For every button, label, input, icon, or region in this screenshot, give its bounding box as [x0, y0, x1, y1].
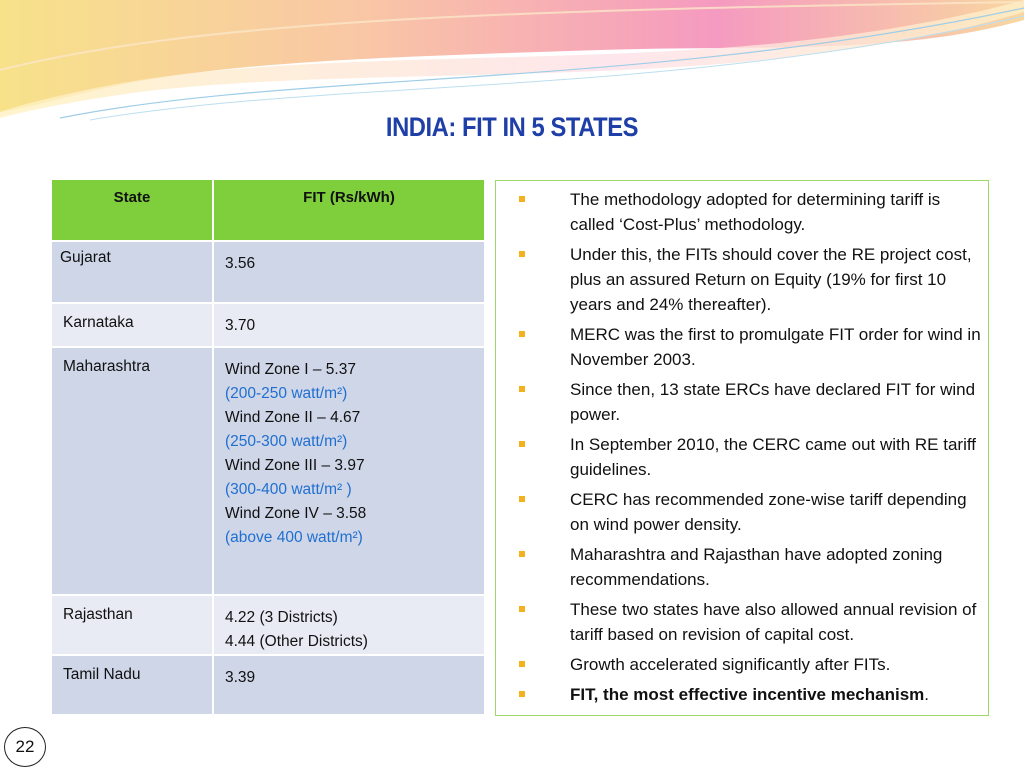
bullet-text: CERC has recommended zone-wise tariff depending on wind power density.	[570, 490, 967, 534]
bullet-marker-icon	[519, 551, 525, 557]
fit-value: 3.70	[225, 317, 256, 334]
fit-table	[50, 178, 486, 716]
state-cell: Karnataka	[52, 304, 212, 346]
list-item	[516, 187, 986, 237]
list-item	[516, 322, 986, 372]
fit-cell	[214, 304, 484, 346]
slide-title: INDIA: FIT IN 5 STATES	[385, 112, 639, 142]
bullet-marker-icon	[519, 691, 525, 697]
bullet-text: Growth accelerated significantly after FITs.	[570, 655, 891, 674]
table-header-row	[52, 180, 484, 240]
header-state: State	[52, 180, 212, 240]
fit-cell	[214, 242, 484, 302]
fit-cell	[214, 596, 484, 654]
table-row	[52, 596, 484, 654]
list-item	[516, 682, 986, 707]
list-item	[516, 432, 986, 482]
fit-value: 4.44 (Other Districts)	[225, 633, 368, 650]
fit-value: (above 400 watt/m²)	[225, 529, 363, 546]
list-item	[516, 377, 986, 427]
fit-value: 3.56	[225, 255, 256, 272]
bullet-suffix: .	[924, 685, 930, 704]
bullet-marker-icon	[519, 251, 525, 257]
bullet-text: MERC was the first to promulgate FIT order for wind in November 2003.	[570, 325, 981, 369]
state-cell: Maharashtra	[52, 348, 212, 594]
table-row	[52, 348, 484, 594]
fit-cell	[214, 656, 484, 714]
bullet-text: These two states have also allowed annual revision of tariff based on revision of capital cost.	[570, 600, 977, 644]
fit-cell	[214, 348, 484, 594]
fit-value: Wind Zone III – 3.97	[225, 457, 365, 474]
header-decoration	[0, 0, 1024, 130]
fit-value: 3.39	[225, 669, 256, 686]
bullet-text: Under this, the FITs should cover the RE project cost, plus an assured Return on Equity (19% for first 10 years and 24% thereafter).	[570, 245, 972, 314]
bullet-text: Since then, 13 state ERCs have declared FIT for wind power.	[570, 380, 976, 424]
list-item	[516, 242, 986, 317]
table-row	[52, 656, 484, 714]
bullet-text-final	[570, 682, 929, 707]
list-item	[516, 487, 986, 537]
state-cell: Tamil Nadu	[52, 656, 212, 714]
fit-value: Wind Zone IV – 3.58	[225, 505, 367, 522]
bullet-marker-icon	[519, 386, 525, 392]
notes-box	[495, 180, 989, 716]
fit-value: (300-400 watt/m² )	[225, 481, 352, 498]
bullet-text: Maharashtra and Rajasthan have adopted zoning recommendations.	[570, 545, 943, 589]
bullet-text: The methodology adopted for determining tariff is called ‘Cost-Plus’ methodology.	[570, 190, 941, 234]
bullet-list	[516, 187, 986, 712]
bullet-text: In September 2010, the CERC came out with RE tariff guidelines.	[570, 435, 976, 479]
state-cell: Rajasthan	[52, 596, 212, 654]
bullet-marker-icon	[519, 496, 525, 502]
bullet-strong-text: FIT, the most effective incentive mechanism	[570, 685, 925, 704]
bullet-marker-icon	[519, 606, 525, 612]
header-fit: FIT (Rs/kWh)	[214, 180, 484, 240]
bullet-marker-icon	[519, 196, 525, 202]
table-row	[52, 242, 484, 302]
bullet-marker-icon	[519, 331, 525, 337]
list-item	[516, 652, 986, 677]
fit-value: Wind Zone II – 4.67	[225, 409, 361, 426]
fit-value: Wind Zone I – 5.37	[225, 361, 356, 378]
list-item	[516, 597, 986, 647]
fit-value: 4.22 (3 Districts)	[225, 609, 338, 626]
bullet-marker-icon	[519, 661, 525, 667]
bullet-marker-icon	[519, 441, 525, 447]
fit-value: (200-250 watt/m²)	[225, 385, 348, 402]
list-item	[516, 542, 986, 592]
table-row	[52, 304, 484, 346]
fit-value: (250-300 watt/m²)	[225, 433, 348, 450]
state-cell: Gujarat	[52, 242, 212, 302]
page-number: 22	[4, 727, 46, 767]
